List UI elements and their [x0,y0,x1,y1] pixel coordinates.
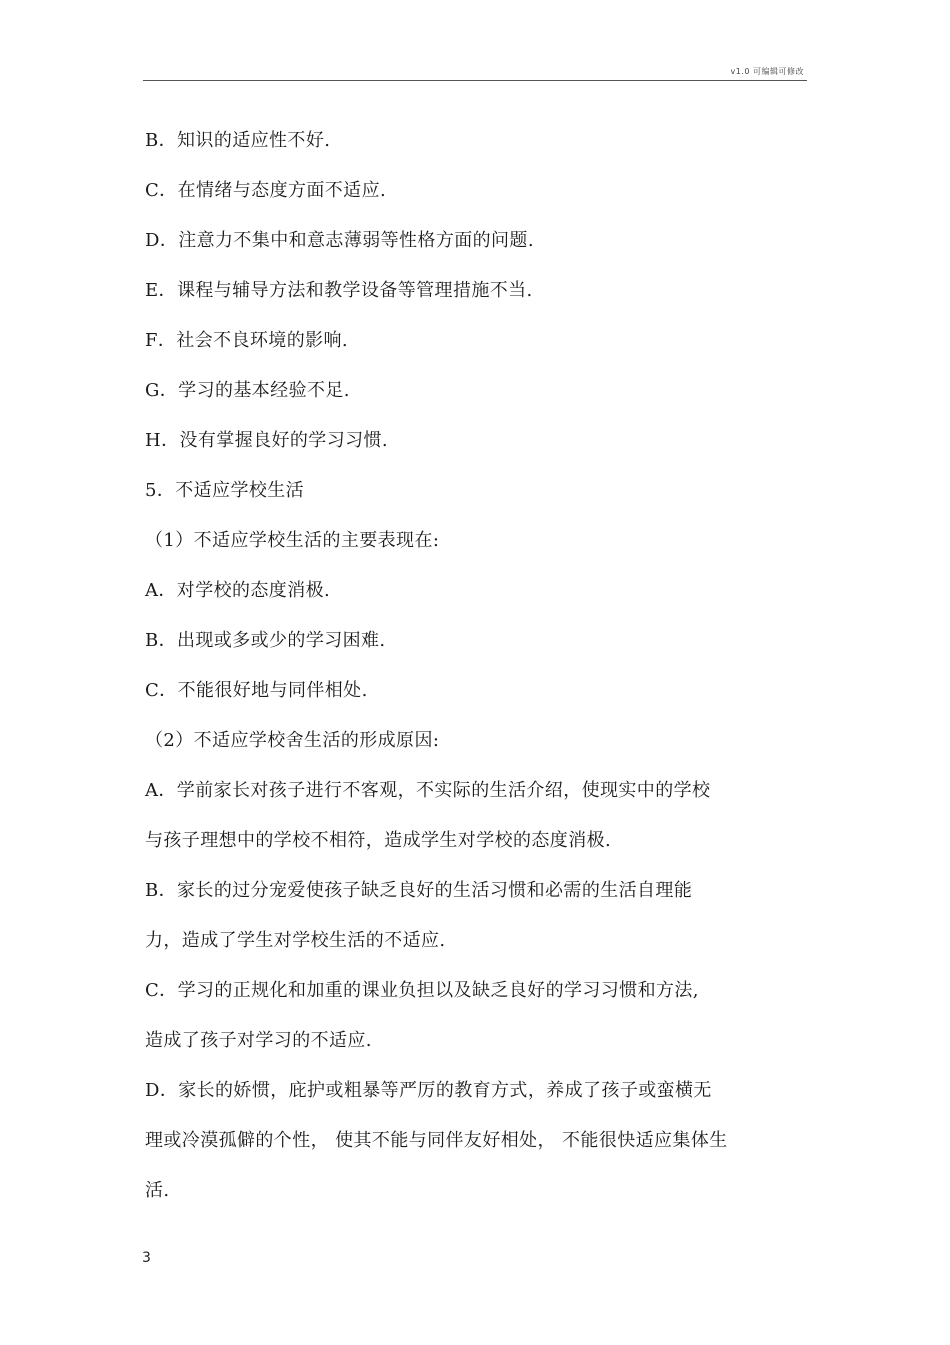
text-line: C．学习的正规化和加重的课业负担以及缺乏良好的学习习惯和方法, [145,980,699,1001]
text-line: 造成了孩子对学习的不适应. [145,1030,372,1051]
text-line: C．不能很好地与同伴相处. [145,680,368,701]
subsection-heading: （1）不适应学校生活的主要表现在: [145,530,440,551]
version-note: v1.0 可编辑可修改 [730,67,804,76]
text-line: B．知识的适应性不好. [145,130,331,151]
text-line: E．课程与辅导方法和教学设备等管理措施不当. [145,280,533,301]
text-line: F．社会不良环境的影响. [145,330,349,351]
text-line: G．学习的基本经验不足. [145,380,350,401]
text-line: H．没有掌握良好的学习习惯. [145,430,389,451]
section-heading: 5．不适应学校生活 [145,480,305,501]
header-divider [143,80,807,81]
text-line: 理或冷漠孤僻的个性， 使其不能与同伴友好相处， 不能很快适应集体生 [145,1130,728,1151]
text-line: 与孩子理想中的学校不相符，造成学生对学校的态度消极. [145,830,612,851]
text-line: D．注意力不集中和意志薄弱等性格方面的问题. [145,230,534,251]
text-line: B．出现或多或少的学习困难. [145,630,386,651]
text-line: B．家长的过分宠爱使孩子缺乏良好的生活习惯和必需的生活自理能 [145,880,693,901]
text-line: C．在情绪与态度方面不适应. [145,180,387,201]
subsection-heading: （2）不适应学校舍生活的形成原因: [145,730,440,751]
page-number: 3 [142,1250,151,1266]
text-line: 活. [145,1180,170,1201]
text-line: D．家长的娇惯，庇护或粗暴等严厉的教育方式，养成了孩子或蛮横无 [145,1080,712,1101]
text-line: 力，造成了学生对学校生活的不适应. [145,930,446,951]
text-line: A．对学校的态度消极. [145,580,331,601]
text-line: A．学前家长对孩子进行不客观，不实际的生活介绍，使现实中的学校 [145,780,711,801]
